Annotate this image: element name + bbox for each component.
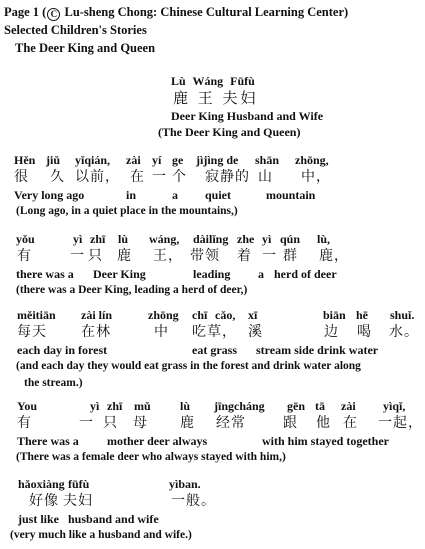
english-gloss: a: [172, 188, 178, 202]
english-gloss: mother deer always: [107, 434, 208, 448]
pinyin-word: zhī: [107, 399, 123, 413]
pinyin-word: gēn: [287, 399, 305, 413]
chinese-word: 鹿: [180, 416, 195, 431]
chinese-word: 寂静的: [205, 170, 250, 185]
chinese-word: 有: [17, 416, 32, 431]
english-translation: (there was a Deer King, leading a herd of deer,): [16, 284, 248, 296]
pinyin-word: jīngcháng: [214, 399, 265, 413]
pinyin-word: You: [17, 399, 38, 413]
chinese-word: 以前，: [75, 170, 120, 185]
pinyin-word: tā: [315, 399, 325, 413]
chinese-word: 母: [133, 416, 148, 431]
chinese-word: 王，: [153, 249, 183, 264]
title-pinyin: Lù Wáng Fūfù: [171, 74, 255, 88]
chinese-word: 在: [343, 416, 358, 431]
header-collection: Selected Children's Stories: [4, 23, 147, 37]
chinese-word: 带领: [190, 249, 220, 264]
pinyin-word: yìban.: [169, 477, 201, 491]
english-gloss: Very long ago: [14, 188, 85, 202]
pinyin-word: dàilǐng: [193, 232, 229, 246]
pinyin-word: zhe: [237, 232, 255, 246]
pinyin-word: lù: [118, 232, 129, 246]
english-translation: (and each day they would eat grass in the forest and drink water along: [16, 360, 361, 372]
english-gloss: quiet: [205, 188, 232, 202]
pinyin-word: zhī: [90, 232, 106, 246]
english-gloss: each day in forest: [17, 343, 108, 357]
chinese-word: 个: [172, 170, 187, 185]
english-gloss: just like: [18, 512, 60, 526]
pinyin-word: xī: [248, 308, 258, 322]
chinese-word: 有: [17, 249, 32, 264]
pinyin-word: Hěn: [14, 153, 36, 167]
chinese-word: 好像: [29, 494, 59, 509]
pinyin-word: yí: [152, 153, 162, 167]
english-gloss: stream side drink water: [256, 343, 379, 357]
chinese-word: 鹿，: [319, 249, 349, 264]
chinese-word: 在: [130, 170, 145, 185]
title-english-alt: (The Deer King and Queen): [158, 125, 301, 139]
pinyin-word: wáng,: [149, 232, 180, 246]
chinese-word: 一: [152, 170, 167, 185]
english-gloss: eat grass: [192, 343, 237, 357]
chinese-word: 一般。: [171, 494, 216, 509]
english-translation-continued: the stream.): [24, 377, 83, 389]
pinyin-word: yǐqián,: [75, 153, 111, 167]
chinese-word: 跟: [283, 416, 298, 431]
chinese-word: 喝: [357, 325, 372, 340]
chinese-word: 群: [283, 249, 298, 264]
english-translation: (There was a female deer who always stayed with him,): [16, 451, 286, 463]
pinyin-word: chī: [192, 308, 208, 322]
chinese-word: 一: [70, 249, 85, 264]
pinyin-word: měitiān: [17, 308, 56, 322]
english-gloss: a: [258, 267, 264, 281]
chinese-word: 夫妇: [63, 494, 93, 509]
english-gloss: leading: [193, 267, 231, 281]
pinyin-word: shān: [255, 153, 280, 167]
pinyin-word: qún: [280, 232, 301, 246]
english-gloss: herd of deer: [274, 267, 337, 281]
pinyin-word: zhōng: [148, 308, 179, 322]
header-author: Lu-sheng Chong: Chinese Cultural Learning Center): [61, 5, 349, 19]
header-page-label: Page 1 (: [4, 5, 47, 19]
chinese-word: 一: [79, 416, 94, 431]
english-gloss: Deer King: [93, 267, 146, 281]
pinyin-word: jiǔ: [46, 153, 61, 167]
chinese-word: 鹿: [117, 249, 132, 264]
chinese-word: 很: [14, 170, 29, 185]
chinese-word: 水。: [389, 325, 419, 340]
pinyin-word: mǔ: [134, 399, 151, 413]
pinyin-word: biān: [323, 308, 346, 322]
pinyin-word: ge: [172, 153, 184, 167]
pinyin-word: yì: [90, 399, 100, 413]
chinese-word: 边: [324, 325, 339, 340]
chinese-word: 吃草，: [192, 325, 237, 340]
english-gloss: with him stayed together: [262, 434, 389, 448]
pinyin-word: zhōng,: [295, 153, 329, 167]
english-gloss: husband and wife: [68, 512, 159, 526]
chinese-word: 溪: [248, 325, 263, 340]
pinyin-word: hē: [356, 308, 368, 322]
chinese-word: 着: [237, 249, 252, 264]
chinese-word: 一: [262, 249, 277, 264]
pinyin-word: zài: [341, 399, 356, 413]
pinyin-word: shuǐ.: [390, 308, 415, 322]
pinyin-word: yì: [73, 232, 83, 246]
title-english: Deer King Husband and Wife: [171, 109, 324, 123]
pinyin-word: yǒu: [16, 232, 35, 246]
pinyin-word: lù: [180, 399, 191, 413]
pinyin-word: yìqǐ,: [383, 399, 406, 413]
english-gloss: mountain: [266, 188, 316, 202]
english-gloss: in: [126, 188, 137, 202]
pinyin-word: hǎoxiàng: [18, 477, 65, 491]
english-gloss: there was a: [16, 267, 74, 281]
chinese-word: 每天: [17, 325, 47, 340]
chinese-word: 他: [316, 416, 331, 431]
chinese-word: 一起，: [378, 416, 423, 431]
pinyin-word: lù,: [317, 232, 331, 246]
pinyin-word: yì: [262, 232, 272, 246]
title-chinese: 鹿 王 夫妇: [173, 91, 259, 107]
pinyin-word: zài lín: [81, 308, 113, 322]
chinese-word: 只: [88, 249, 103, 264]
chinese-word: 在林: [81, 325, 111, 340]
header-line-1: [4, 6, 348, 21]
chinese-word: 山: [258, 170, 273, 185]
pinyin-word: fūfù: [68, 477, 90, 491]
header-story-title: The Deer King and Queen: [15, 41, 156, 55]
pinyin-word: cǎo,: [215, 308, 236, 322]
chinese-word: 久: [50, 170, 65, 185]
chinese-word: 中，: [301, 170, 331, 185]
chinese-word: 中: [154, 325, 169, 340]
copyright-icon: C: [47, 8, 60, 21]
pinyin-word: jìjìng de: [196, 153, 239, 167]
chinese-word: 经常: [216, 416, 246, 431]
pinyin-word: zài: [126, 153, 141, 167]
english-translation: (very much like a husband and wife.): [10, 529, 192, 541]
english-gloss: There was a: [17, 434, 79, 448]
english-translation: (Long ago, in a quiet place in the mountains,): [16, 205, 238, 217]
chinese-word: 只: [103, 416, 118, 431]
